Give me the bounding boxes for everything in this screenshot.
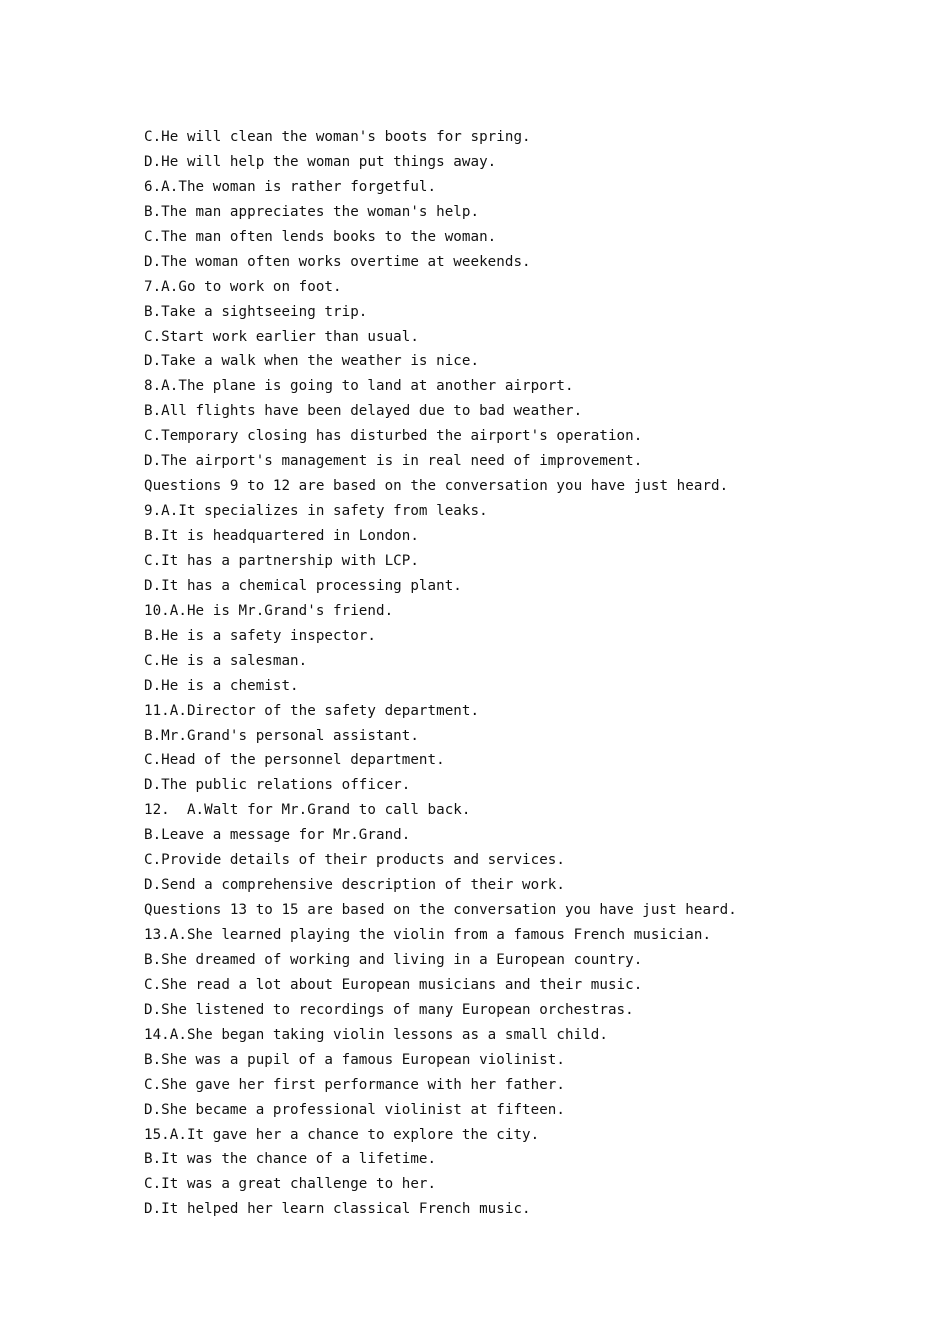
- text-line: B.Mr.Grand's personal assistant.: [144, 727, 419, 744]
- text-line: D.The woman often works overtime at weekends.: [144, 253, 531, 270]
- text-line: C.It has a partnership with LCP.: [144, 552, 419, 569]
- text-line: D.She became a professional violinist at fifteen.: [144, 1101, 565, 1118]
- text-line: 14.A.She began taking violin lessons as a small child.: [144, 1026, 608, 1043]
- text-line: B.It was the chance of a lifetime.: [144, 1151, 437, 1168]
- text-line: B.She dreamed of working and living in a European country.: [144, 951, 643, 968]
- text-line: D.The airport's management is in real need of improvement.: [144, 453, 643, 470]
- text-line: C.She read a lot about European musicians and their music.: [144, 976, 643, 993]
- text-line: D.It has a chemical processing plant.: [144, 577, 462, 594]
- text-line: 9.A.It specializes in safety from leaks.: [144, 503, 488, 520]
- text-line: C.Head of the personnel department.: [144, 752, 445, 769]
- text-line: D.The public relations officer.: [144, 777, 411, 794]
- text-line: B.Take a sightseeing trip.: [144, 303, 368, 320]
- text-line: B.The man appreciates the woman's help.: [144, 203, 480, 220]
- text-line: 15.A.It gave her a chance to explore the city.: [144, 1126, 540, 1143]
- text-line: C.He will clean the woman's boots for spring.: [144, 129, 531, 145]
- text-line: 13.A.She learned playing the violin from a famous French musician.: [144, 927, 712, 943]
- text-line: B.Leave a message for Mr.Grand.: [144, 827, 411, 844]
- text-line: D.It helped her learn classical French music.: [144, 1201, 531, 1218]
- text-line: D.Take a walk when the weather is nice.: [144, 353, 480, 370]
- text-line: C.Provide details of their products and services.: [144, 852, 565, 869]
- text-line: 12. A.Walt for Mr.Grand to call back.: [144, 802, 471, 819]
- text-line: D.He is a chemist.: [144, 677, 299, 694]
- text-line: B.All flights have been delayed due to bad weather.: [144, 403, 583, 420]
- text-line: Questions 9 to 12 are based on the conversation you have just heard.: [144, 478, 729, 495]
- text-line: C.The man often lends books to the woman.: [144, 228, 497, 245]
- text-line: B.He is a safety inspector.: [144, 627, 376, 644]
- text-line: Questions 13 to 15 are based on the conversation you have just heard.: [144, 902, 737, 919]
- text-line: C.She gave her first performance with her father.: [144, 1076, 565, 1093]
- text-line: C.It was a great challenge to her.: [144, 1176, 437, 1193]
- text-line: 11.A.Director of the safety department.: [144, 702, 480, 719]
- text-line: B.She was a pupil of a famous European violinist.: [144, 1051, 565, 1068]
- text-line: C.Start work earlier than usual.: [144, 328, 419, 345]
- text-line: D.She listened to recordings of many European orchestras.: [144, 1001, 634, 1018]
- text-line: D.Send a comprehensive description of their work.: [144, 877, 565, 894]
- text-line: C.Temporary closing has disturbed the airport's operation.: [144, 428, 643, 445]
- text-lines: [144, 125, 904, 1222]
- text-line: C.He is a salesman.: [144, 652, 308, 669]
- text-line: 10.A.He is Mr.Grand's friend.: [144, 602, 394, 619]
- text-line: D.He will help the woman put things away.: [144, 153, 497, 170]
- text-line: 6.A.The woman is rather forgetful.: [144, 178, 437, 195]
- text-line: 8.A.The plane is going to land at another airport.: [144, 378, 574, 395]
- text-line: B.It is headquartered in London.: [144, 528, 419, 544]
- text-line: 7.A.Go to work on foot.: [144, 278, 342, 295]
